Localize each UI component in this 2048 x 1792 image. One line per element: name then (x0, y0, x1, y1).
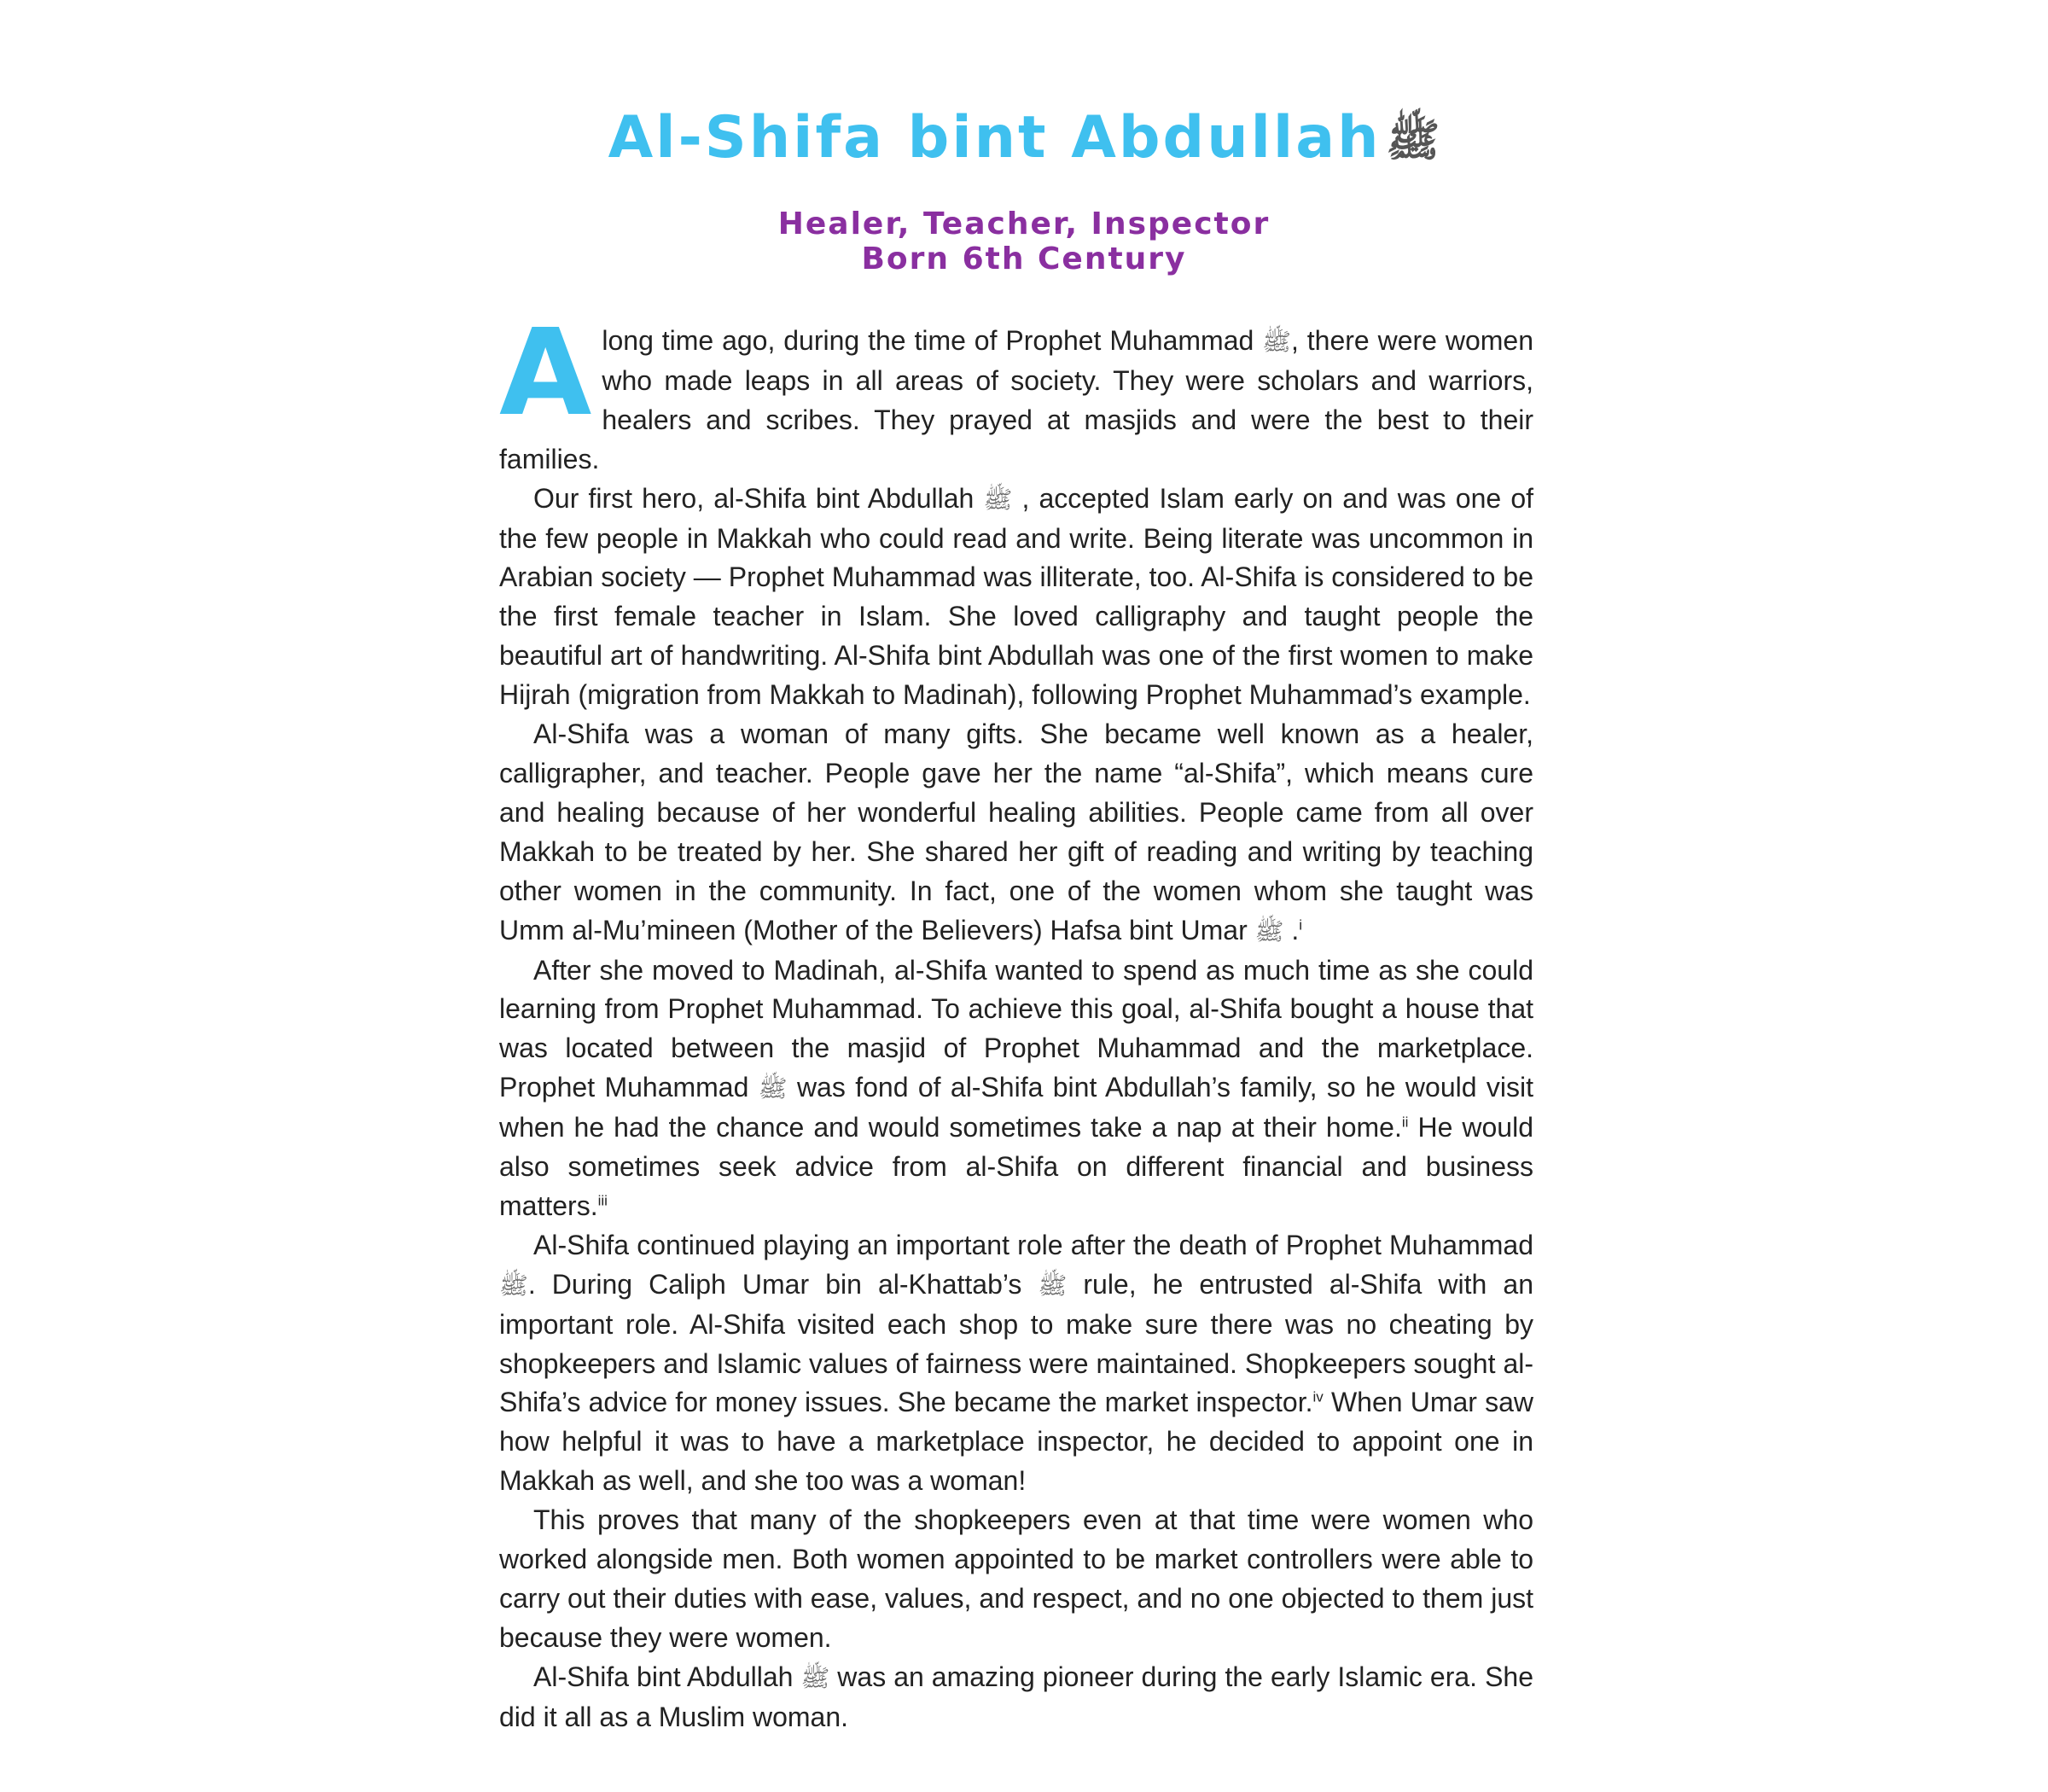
salawat-glyph: ﷺ (758, 1075, 788, 1103)
paragraph-7 (499, 1658, 1533, 1737)
honorific-glyph: ﷺ (1386, 115, 1440, 167)
endnote-marker: i (1299, 916, 1302, 933)
honorific-glyph: ﷺ (1254, 917, 1284, 945)
paragraph-text: . During Caliph Umar bin al-Khattab’s (527, 1268, 1039, 1300)
article-body (499, 304, 1534, 1737)
paragraph-text: Our first hero, al-Shifa bint Abdullah (533, 482, 984, 514)
endnote-marker: iii (597, 1192, 608, 1209)
drop-cap: A (499, 304, 592, 443)
paragraph-1 (499, 304, 1534, 480)
paragraph-text: This proves that many of the shopkeepers even at that time were women who worked alongside men. Both women appointed to be market controllers were able to carry out their duties with ease, values, and respect, and no one objected to them just because they were women. (499, 1504, 1533, 1653)
paragraph-text: . (1283, 914, 1300, 945)
paragraph-3 (499, 715, 1533, 951)
paragraph-text: He would also sometimes seek advice from al-Shifa on different financial and business matters. (499, 1112, 1534, 1221)
paragraph-text: rule, he entrusted al-Shifa with an important role. Al-Shifa visited each shop to make sure there was no cheating by shopkeepers and Islamic values of fairness were maintained. Shopkeepers sought al-Shifa’s advice for money issues. She became the market inspector. (499, 1268, 1533, 1418)
salawat-glyph: ﷺ (499, 1271, 528, 1299)
paragraph-6 (499, 1501, 1533, 1658)
page-subtitle (0, 207, 2048, 276)
paragraph-text: , accepted Islam early on and was one of the few people in Makkah who could read and write. Being literate was uncommon in Arabian society — Prophet Muhammad was illiterate, too. Al-Shifa is considered to be the first female teacher in Islam. She loved calligraphy and taught people the beautiful art of handwriting. Al-Shifa bint Abdullah was one of the first women to make Hijrah (migration from Makkah to Madinah), following Prophet Muhammad’s example. (499, 482, 1534, 711)
page-title (0, 104, 2048, 172)
paragraph-text: long time ago, during the time of Prophet Muhammad (602, 325, 1263, 356)
honorific-glyph: ﷺ (1038, 1271, 1068, 1299)
title-text: Al-Shifa bint Abdullah (608, 104, 1382, 172)
paragraph-text: Al-Shifa bint Abdullah (533, 1661, 801, 1692)
subtitle-born: Born 6th Century (861, 241, 1187, 276)
paragraph-text: was an amazing pioneer during the early Islamic era. She did it all as a Muslim woman. (499, 1661, 1534, 1732)
paragraph-text: was fond of al-Shifa bint Abdullah’s family, so he would visit when he had the chance and would sometimes take a nap at their home. (499, 1072, 1533, 1143)
paragraph-5 (499, 1226, 1533, 1501)
paragraph-text: Al-Shifa was a woman of many gifts. She became well known as a healer, calligrapher, and teacher. People gave her the name “al-Shifa”, which means cure and healing because of her wonderful healing abilities. People came from all over Makkah to be treated by her. She shared her gift of reading and writing by teaching other women in the community. In fact, one of the women whom she taught was Umm al-Mu’mineen (Mother of the Believers) Hafsa bint Umar (499, 719, 1533, 945)
paragraph-text: Al-Shifa continued playing an important role after the death of Prophet Muhammad (533, 1229, 1533, 1260)
paragraph-text: , there were women who made leaps in all areas of society. They were scholars and warriors, healers and scribes. They prayed at masjids and were the best to their families. (499, 325, 1534, 474)
subtitle-roles: Healer, Teacher, Inspector (777, 207, 1271, 241)
honorific-glyph: ﷺ (800, 1664, 830, 1691)
paragraph-4 (499, 951, 1533, 1226)
paragraph-text: When Umar saw how helpful it was to have a marketplace inspector, he decided to appoint one in Makkah as well, and she too was a woman! (499, 1387, 1534, 1497)
salawat-glyph: ﷺ (1262, 329, 1291, 355)
endnote-marker: ii (1401, 1114, 1409, 1131)
paragraph-2 (499, 480, 1533, 715)
honorific-glyph: ﷺ (983, 486, 1013, 513)
paragraph-text: After she moved to Madinah, al-Shifa wanted to spend as much time as she could learning from Prophet Muhammad. To achieve this goal, al-Shifa bought a house that was located between the masjid of Prophet Muhammad and the marketplace. Prophet Muhammad (499, 954, 1533, 1103)
endnote-marker: iv (1312, 1388, 1324, 1405)
